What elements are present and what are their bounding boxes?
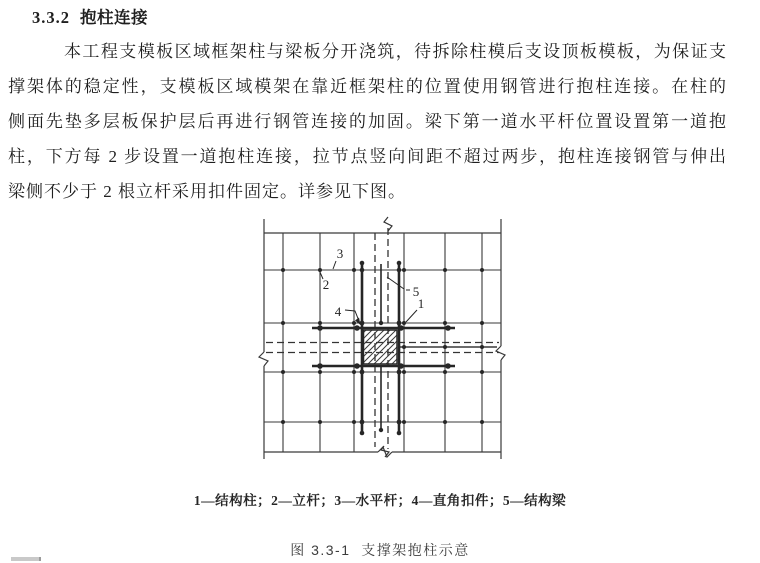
structural-column — [364, 330, 398, 364]
paragraph-line: 柱，下方每 2 步设置一道抱柱连接，拉节点竖向间距不超过两步，抱柱连接钢管与伸出 — [8, 147, 727, 166]
section-number: 3.3.2 — [32, 8, 70, 27]
paragraph-line: 撑架体的稳定性，支模板区域模架在靠近框架柱的位置使用钢管进行抱柱连接。在柱的 — [8, 77, 727, 96]
paragraph-line: 本工程支模板区域框架柱与梁板分开浇筑，待拆除柱模后支设顶板模板，为保证支 — [64, 42, 727, 61]
scaffold-column-diagram — [233, 212, 523, 482]
paragraph-line: 侧面先垫多层板保护层后再进行钢管连接的加固。梁下第一道水平杆位置设置第一道抱 — [8, 112, 727, 131]
label-1: 1 — [417, 296, 425, 311]
section-heading — [32, 6, 148, 30]
paragraph-line: 梁侧不少于 2 根立杆采用扣件固定。详参见下图。 — [8, 182, 406, 201]
label-4: 4 — [334, 304, 342, 319]
scan-artifact — [11, 557, 41, 561]
label-2: 2 — [322, 277, 330, 292]
figure-caption: 图 3.3-1 支撑架抱柱示意 — [290, 542, 470, 558]
section-title: 抱柱连接 — [80, 8, 148, 27]
label-5: 5 — [412, 284, 420, 299]
figure-legend: 1—结构柱；2—立杆；3—水平杆；4—直角扣件；5—结构梁 — [193, 493, 567, 508]
label-3: 3 — [336, 246, 344, 261]
leader-arrowhead — [355, 318, 361, 326]
callout-labels — [323, 246, 425, 319]
body-paragraph — [8, 34, 727, 209]
